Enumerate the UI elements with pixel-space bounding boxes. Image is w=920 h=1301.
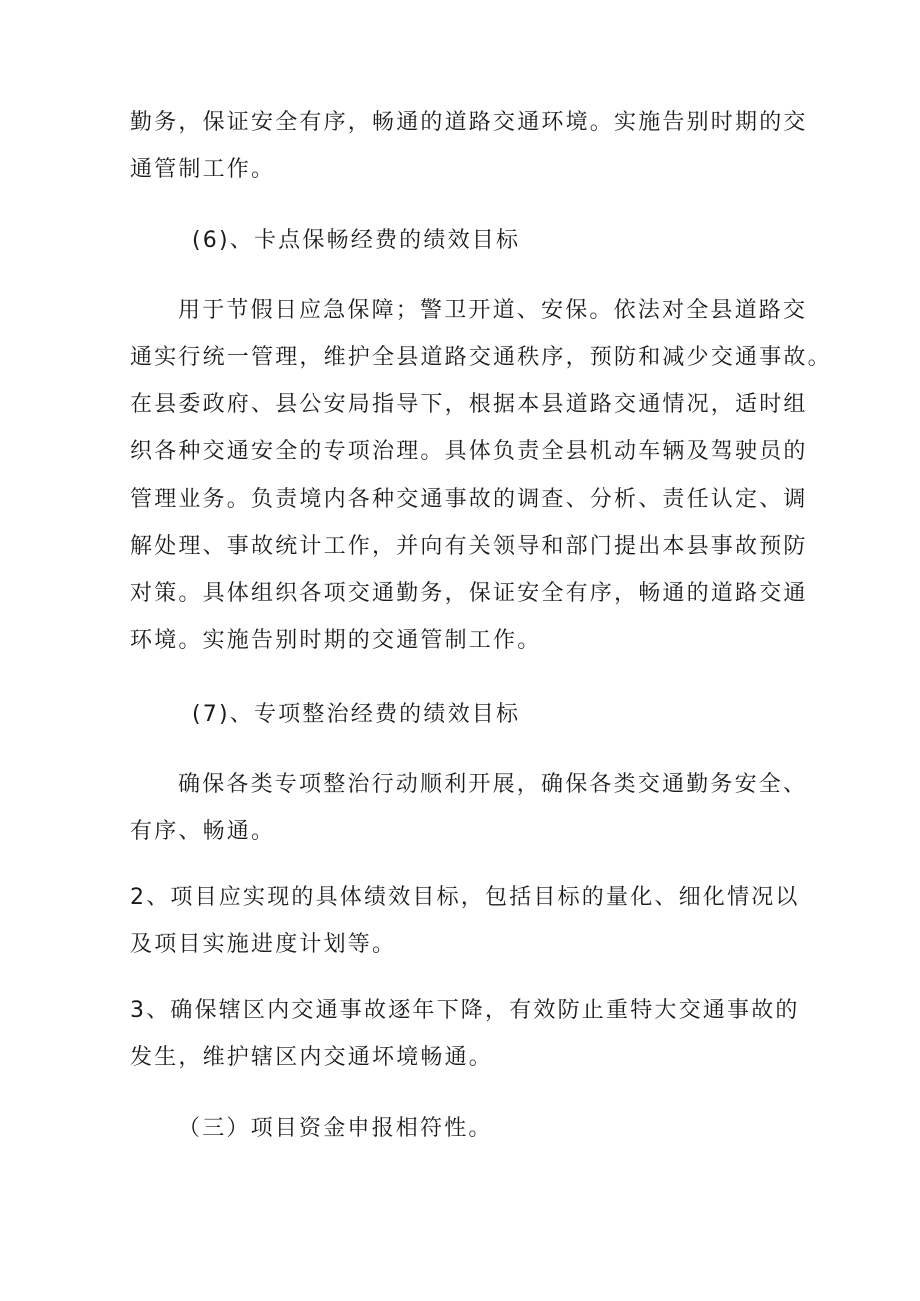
numbered-item-3-line: 3、确保辖区内交通事故逐年下降，有效防止重特大交通事故的 [130, 998, 800, 1023]
numbered-item-2-line: 及项目实施进度计划等。 [130, 932, 397, 957]
paragraph-line: 勤务，保证安全有序，畅通的道路交通环境。实施告别时期的交 [130, 110, 808, 135]
paragraph-line: 环境。实施告别时期的交通管制工作。 [130, 628, 542, 653]
paragraph-line: 对策。具体组织各项交通勤务，保证安全有序，畅通的道路交通 [130, 581, 808, 606]
section-heading-7: (7)、专项整治经费的绩效目标 [192, 702, 521, 727]
paragraph-line: 解处理、事故统计工作，并向有关领导和部门提出本县事故预防 [130, 534, 808, 559]
section-heading-6: (6)、卡点保畅经费的绩效目标 [192, 228, 521, 253]
numbered-item-3-line: 发生，维护辖区内交通坏境畅通。 [130, 1045, 494, 1070]
numbered-item-2-line: 2、项目应实现的具体绩效目标，包括目标的量化、细化情况以 [130, 885, 800, 910]
section-heading-3: （三）项目资金申报相符性。 [178, 1116, 493, 1141]
paragraph-line: 通实行统一管理，维护全县道路交通秩序，预防和减少交通事故。 [130, 345, 832, 370]
paragraph-line: 管理业务。负责境内各种交通事故的调查、分析、责任认定、调 [130, 487, 808, 512]
paragraph-line: 通管制工作。 [130, 157, 276, 182]
paragraph-line: 在县委政府、县公安局指导下，根据本县道路交通情况，适时组 [130, 392, 808, 417]
paragraph-line: 用于节假日应急保障；警卫开道、安保。依法对全县道路交 [178, 298, 808, 323]
paragraph-line: 织各种交通安全的专项治理。具体负责全县机动车辆及驾驶员的 [130, 439, 808, 464]
paragraph-line: 确保各类专项整治行动顺利开展，确保各类交通勤务安全、 [178, 772, 808, 797]
paragraph-line: 有序、畅通。 [130, 819, 276, 844]
